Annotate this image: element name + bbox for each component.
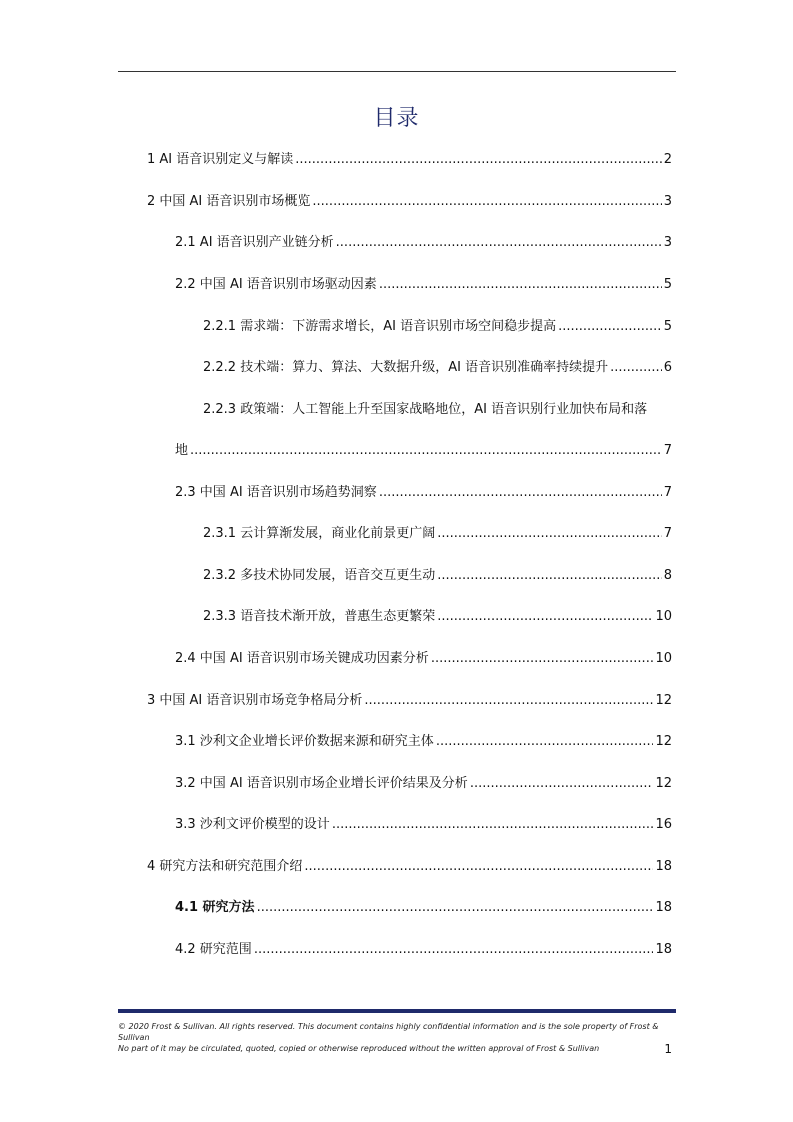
toc-leader-dots bbox=[257, 899, 654, 917]
toc-leader-dots bbox=[437, 567, 662, 585]
toc-entry-page: 12 bbox=[655, 734, 672, 749]
toc-entry-2-2-3-line1[interactable]: 2.2.3 政策端：人工智能上升至国家战略地位，AI 语音识别行业加快布局和落 bbox=[203, 402, 648, 417]
footer-rule bbox=[118, 1009, 676, 1013]
toc-entry-page: 7 bbox=[663, 485, 672, 500]
toc-entry-3[interactable] bbox=[147, 692, 672, 710]
toc-entry-label: 2.4 中国 AI 语音识别市场关键成功因素分析 bbox=[175, 651, 429, 666]
toc-entry-2-2[interactable] bbox=[175, 276, 672, 294]
toc-entry-label: 4.2 研究范围 bbox=[175, 942, 252, 957]
toc-entry-page: 18 bbox=[655, 859, 672, 874]
toc-entry-page: 5 bbox=[663, 277, 672, 292]
toc-entry-label: 4.1 研究方法 bbox=[175, 900, 255, 915]
toc-entry-2-2-1[interactable] bbox=[203, 318, 672, 336]
toc-entry-page: 7 bbox=[663, 526, 672, 541]
toc-leader-dots bbox=[470, 775, 654, 793]
toc-entry-label: 2.3.2 多技术协同发展，语音交互更生动 bbox=[203, 568, 436, 583]
page-title: 目录 bbox=[373, 106, 420, 131]
toc-entry-page: 5 bbox=[663, 319, 672, 334]
toc-leader-dots bbox=[190, 442, 662, 460]
toc-leader-dots bbox=[379, 276, 662, 294]
toc-entry-page: 3 bbox=[663, 235, 672, 250]
toc-entry-2-4[interactable] bbox=[175, 650, 672, 668]
toc-entry-4-2[interactable] bbox=[175, 941, 672, 959]
toc-leader-dots bbox=[364, 692, 653, 710]
toc-entry-label: 2.3 中国 AI 语音识别市场趋势洞察 bbox=[175, 485, 377, 500]
toc-leader-dots bbox=[295, 151, 661, 169]
toc-entry-label: 地 bbox=[175, 443, 189, 458]
toc-entry-4-1[interactable] bbox=[175, 899, 672, 917]
toc-entry-label: 3.2 中国 AI 语音识别市场企业增长评价结果及分析 bbox=[175, 776, 468, 791]
toc-entry-label: 3 中国 AI 语音识别市场竞争格局分析 bbox=[147, 693, 363, 708]
header-rule bbox=[118, 71, 676, 72]
toc-entry-page: 7 bbox=[663, 443, 672, 458]
toc-entry-2-1[interactable] bbox=[175, 234, 672, 252]
toc-entry-page: 16 bbox=[655, 817, 672, 832]
toc-entry-2-3[interactable] bbox=[175, 484, 672, 502]
toc-entry-label: 3.3 沙利文评价模型的设计 bbox=[175, 817, 330, 832]
toc-entry-2[interactable] bbox=[147, 193, 672, 211]
toc-entry-label: 3.1 沙利文企业增长评价数据来源和研究主体 bbox=[175, 734, 434, 749]
toc-entry-3-2[interactable] bbox=[175, 775, 672, 793]
toc-entry-label: 2.2.2 技术端：算力、算法、大数据升级，AI 语音识别准确率持续提升 bbox=[203, 360, 609, 375]
toc-entry-2-3-3[interactable] bbox=[203, 608, 672, 626]
toc-leader-dots bbox=[304, 858, 653, 876]
toc-leader-dots bbox=[437, 525, 662, 543]
toc-entry-label: 2 中国 AI 语音识别市场概览 bbox=[147, 194, 311, 209]
toc-entry-page: 2 bbox=[663, 152, 672, 167]
toc-leader-dots bbox=[336, 234, 662, 252]
toc-entry-page: 18 bbox=[655, 942, 672, 957]
toc-entry-2-2-2[interactable] bbox=[203, 359, 672, 377]
toc-leader-dots bbox=[558, 318, 662, 336]
toc-leader-dots bbox=[437, 608, 653, 626]
toc-entry-page: 12 bbox=[655, 776, 672, 791]
toc-entry-page: 12 bbox=[655, 693, 672, 708]
toc-entry-label: 2.3.1 云计算渐发展，商业化前景更广阔 bbox=[203, 526, 436, 541]
toc-entry-label: 2.1 AI 语音识别产业链分析 bbox=[175, 235, 334, 250]
toc-entry-page: 3 bbox=[663, 194, 672, 209]
toc-leader-dots bbox=[379, 484, 662, 502]
page-number: 1 bbox=[664, 1042, 672, 1056]
toc-entry-2-2-3[interactable] bbox=[175, 442, 672, 460]
toc-entry-label: 1 AI 语音识别定义与解读 bbox=[147, 152, 294, 167]
toc-leader-dots bbox=[431, 650, 654, 668]
toc-entry-page: 10 bbox=[655, 651, 672, 666]
toc-entry-page: 10 bbox=[655, 609, 672, 624]
toc-entry-2-3-1[interactable] bbox=[203, 525, 672, 543]
toc-leader-dots bbox=[312, 193, 661, 211]
toc-entry-page: 6 bbox=[663, 360, 672, 375]
toc-entry-4[interactable] bbox=[147, 858, 672, 876]
toc-entry-page: 18 bbox=[655, 900, 672, 915]
toc-entry-2-3-2[interactable] bbox=[203, 567, 672, 585]
copyright-line-1: © 2020 Frost & Sullivan. All rights reserved. This document contains highly confidential information and is the sole property of Frost & Sullivan bbox=[118, 1022, 659, 1042]
toc-entry-3-3[interactable] bbox=[175, 816, 672, 834]
toc-entry-3-1[interactable] bbox=[175, 733, 672, 751]
toc-entry-label: 2.3.3 语音技术渐开放，普惠生态更繁荣 bbox=[203, 609, 436, 624]
toc-entry-label: 4 研究方法和研究范围介绍 bbox=[147, 859, 303, 874]
toc-entry-page: 8 bbox=[663, 568, 672, 583]
toc-entry-1[interactable] bbox=[147, 151, 672, 169]
copyright-line-2: No part of it may be circulated, quoted, copied or otherwise reproduced without the written approval of Frost & Sullivan bbox=[118, 1044, 600, 1053]
toc-leader-dots bbox=[610, 359, 662, 377]
toc-entry-label: 2.2 中国 AI 语音识别市场驱动因素 bbox=[175, 277, 377, 292]
toc-leader-dots bbox=[436, 733, 654, 751]
toc-entry-label: 2.2.1 需求端：下游需求增长，AI 语音识别市场空间稳步提高 bbox=[203, 319, 557, 334]
copyright-notice bbox=[118, 1021, 678, 1054]
toc-leader-dots bbox=[332, 816, 654, 834]
toc-leader-dots bbox=[254, 941, 654, 959]
